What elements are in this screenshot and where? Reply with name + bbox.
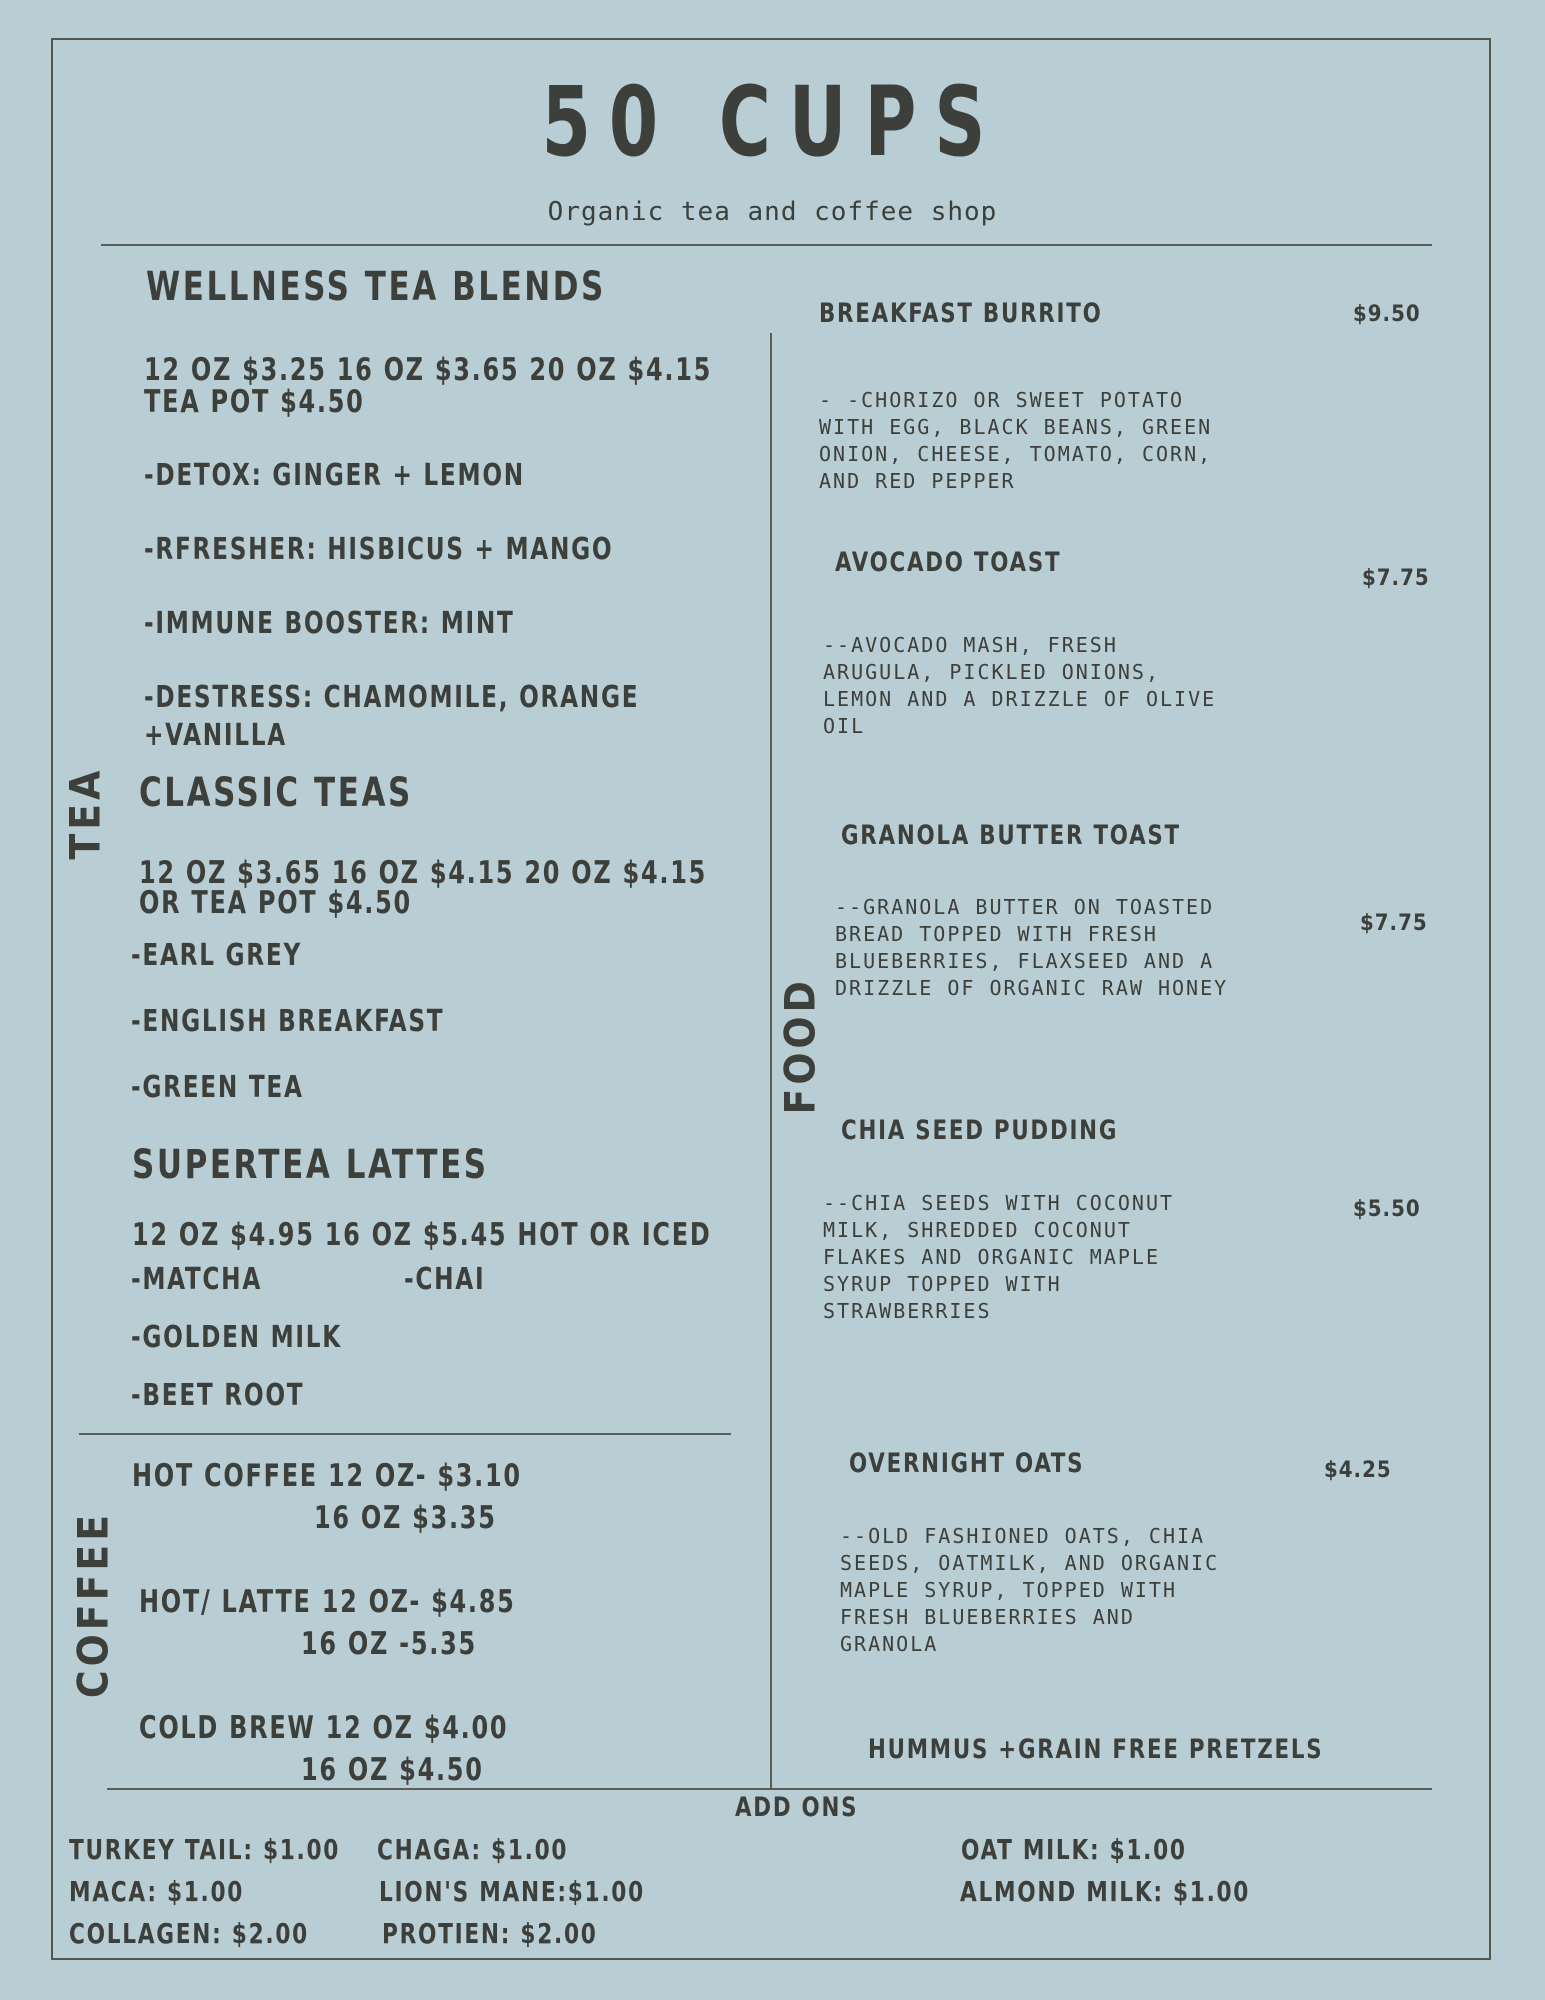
addon-item: COLLAGEN: $2.00 [69, 1917, 309, 1950]
coffee-section-label: COFFEE [68, 1510, 118, 1699]
food-item-description: --OLD FASHIONED OATS, CHIA SEEDS, OATMILK, AND ORGANIC MAPLE SYRUP, TOPPED WITH FRESH BLUEBERRIES AND GRANOLA [840, 1524, 1220, 1656]
addon-item: MACA: $1.00 [69, 1875, 245, 1908]
addon-item: LION'S MANE:$1.00 [379, 1875, 645, 1908]
food-section-label: FOOD [775, 977, 825, 1115]
supertea-heading: SUPERTEA LATTES [132, 1142, 489, 1188]
menu-item: -IMMUNE BOOSTER: MINT [144, 606, 515, 641]
addon-item: PROTIEN: $2.00 [382, 1917, 598, 1950]
menu-item: -DETOX: GINGER + LEMON [144, 458, 525, 493]
food-item-description: --AVOCADO MASH, FRESH ARUGULA, PICKLED ONIONS, LEMON AND A DRIZZLE OF OLIVE OIL [823, 633, 1217, 738]
food-item-description: --CHIA SEEDS WITH COCONUT MILK, SHREDDED COCONUT FLAKES AND ORGANIC MAPLE SYRUP TOPPED WITH STRAWBERRIES [823, 1191, 1175, 1323]
food-item-name: HUMMUS +GRAIN FREE PRETZELS [868, 1734, 1324, 1765]
addon-item: CHAGA: $1.00 [377, 1833, 569, 1866]
menu-item: 16 OZ $4.50 [301, 1752, 484, 1788]
food-item-price: $4.25 [1324, 1458, 1392, 1483]
header-divider [101, 244, 1432, 246]
menu-item: 16 OZ -5.35 [301, 1626, 477, 1662]
classic-pot-price: OR TEA POT $4.50 [139, 885, 412, 921]
wellness-price-line: 12 OZ $3.25 16 OZ $3.65 20 OZ $4.15 [144, 352, 713, 388]
addon-item: ALMOND MILK: $1.00 [960, 1875, 1251, 1908]
menu-item: -GOLDEN MILK [131, 1320, 342, 1355]
food-item-name: AVOCADO TOAST [835, 547, 1062, 578]
menu-item: -CHAI [404, 1262, 486, 1297]
food-item-price: $7.75 [1360, 911, 1428, 936]
column-divider [770, 333, 772, 1788]
menu-item: COLD BREW 12 OZ $4.00 [139, 1710, 509, 1746]
supertea-price-line: 12 OZ $4.95 16 OZ $5.45 HOT OR ICED [132, 1217, 712, 1253]
food-item-description: - -CHORIZO OR SWEET POTATO WITH EGG, BLACK BEANS, GREEN ONION, CHEESE, TOMATO, CORN, AND RED PEPPER [819, 388, 1213, 493]
menu-item: 16 OZ $3.35 [314, 1500, 497, 1536]
menu-item: -MATCHA [131, 1262, 263, 1297]
food-item-name: CHIA SEED PUDDING [841, 1115, 1119, 1146]
menu-item: -RFRESHER: HISBICUS + MANGO [144, 532, 614, 567]
shop-subtitle: Organic tea and coffee shop [547, 197, 998, 227]
addon-item: OAT MILK: $1.00 [961, 1833, 1187, 1866]
menu-item: HOT COFFEE 12 OZ- $3.10 [132, 1458, 522, 1494]
menu-item: -EARL GREY [131, 938, 302, 973]
menu-item: -BEET ROOT [131, 1378, 305, 1413]
food-item-price: $9.50 [1353, 302, 1421, 327]
menu-item: HOT/ LATTE 12 OZ- $4.85 [139, 1584, 516, 1620]
food-item-name: BREAKFAST BURRITO [819, 298, 1103, 329]
classic-price-line: 12 OZ $3.65 16 OZ $4.15 20 OZ $4.15 [139, 855, 708, 891]
food-item-price: $7.75 [1362, 566, 1430, 591]
food-item-name: GRANOLA BUTTER TOAST [841, 820, 1181, 851]
wellness-pot-price: TEA POT $4.50 [144, 384, 365, 420]
food-item-name: OVERNIGHT OATS [849, 1448, 1085, 1479]
addons-divider [107, 1788, 1432, 1790]
food-item-price: $5.50 [1353, 1197, 1421, 1222]
menu-item: -GREEN TEA [131, 1070, 304, 1105]
wellness-heading: WELLNESS TEA BLENDS [146, 264, 606, 310]
food-item-description: --GRANOLA BUTTER ON TOASTED BREAD TOPPED WITH FRESH BLUEBERRIES, FLAXSEED AND A DRIZZLE OF ORGANIC RAW HONEY [835, 895, 1229, 1000]
tea-section-label: TEA [60, 766, 110, 860]
classic-heading: CLASSIC TEAS [139, 770, 413, 816]
shop-title: 50 CUPS [541, 66, 1004, 178]
menu-item: -ENGLISH BREAKFAST [131, 1004, 445, 1039]
addon-item: TURKEY TAIL: $1.00 [69, 1833, 341, 1866]
menu-item: -DESTRESS: CHAMOMILE, ORANGE [144, 680, 640, 715]
addons-heading: ADD ONS [735, 1792, 859, 1823]
tea-coffee-divider [79, 1433, 731, 1435]
menu-item: +VANILLA [144, 718, 287, 753]
